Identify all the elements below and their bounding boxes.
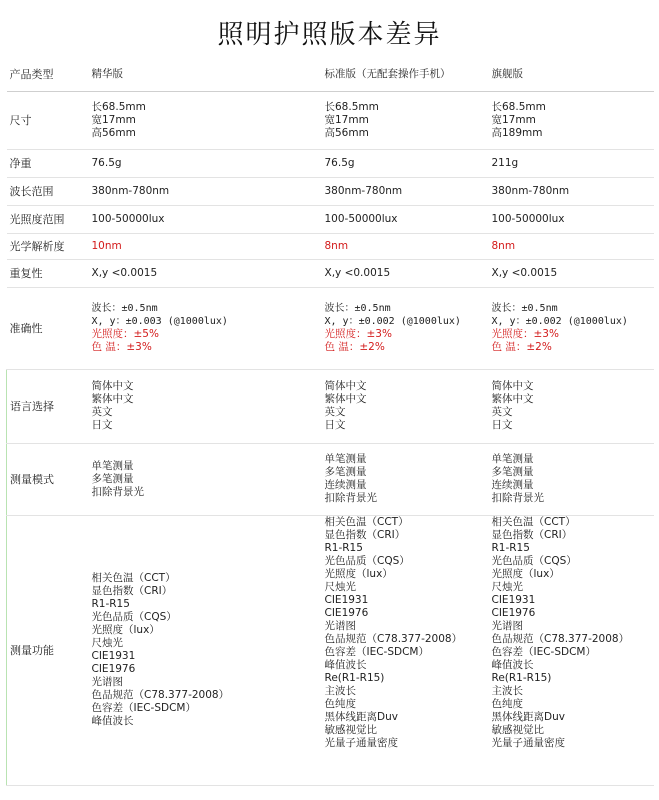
cell-line: X,y <0.0015: [324, 266, 391, 279]
cell-line: CIE1931: [91, 650, 136, 662]
cell-line: 光量子通量密度: [491, 736, 565, 749]
cell-line: 色品规范（C78.377-2008）: [324, 632, 463, 645]
cell-line: 光照度：±5%: [91, 328, 159, 340]
cell-line: 日文: [324, 419, 346, 431]
cell-line: 主波长: [491, 684, 523, 697]
cell-line: 宽17mm: [324, 113, 369, 126]
row-illuminance-range: [7, 205, 654, 233]
cell-essence: [89, 177, 322, 205]
cell-line: 光照度：±3%: [324, 328, 392, 340]
cell-line: 敏感视觉比: [324, 723, 377, 736]
cell-essence: [89, 369, 322, 443]
cell-line: 色品规范（C78.377-2008）: [491, 632, 630, 645]
cell-line: 尺烛光: [324, 580, 356, 593]
cell-line: 日文: [491, 419, 513, 431]
cell-line: 简体中文: [91, 380, 134, 392]
cell-flagship: [489, 443, 654, 515]
cell-flagship: [489, 91, 654, 149]
comparison-table: [6, 58, 654, 786]
cell-line: 色纯度: [491, 697, 523, 710]
cell-line: 8nm: [324, 239, 349, 252]
cell-line: 峰值波长: [324, 658, 367, 671]
cell-line: X, y：±0.002 (@1000lux): [491, 316, 628, 327]
cell-line: 宽17mm: [491, 113, 536, 126]
row-label: 准确性: [7, 287, 89, 369]
cell-line: X, y：±0.003 (@1000lux): [91, 316, 228, 327]
cell-line: 相关色温（CCT）: [491, 515, 576, 528]
cell-essence: [89, 91, 322, 149]
header-cell-essence: 精华版: [89, 58, 322, 91]
cell-line: X,y <0.0015: [91, 266, 158, 279]
cell-line: 高56mm: [324, 126, 369, 139]
cell-line: 单笔测量: [91, 459, 134, 472]
cell-flagship: [489, 259, 654, 287]
cell-line: 光谱图: [91, 676, 123, 688]
row-label: 测量模式: [7, 443, 89, 515]
cell-line: 单笔测量: [491, 453, 534, 465]
cell-standard: [322, 259, 489, 287]
cell-line: 色 温：±2%: [491, 341, 552, 353]
cell-line: 显色指数（CRI）: [491, 528, 573, 541]
cell-line: 光量子通量密度: [324, 736, 398, 749]
cell-flagship: [489, 369, 654, 443]
cell-line: 尺烛光: [491, 580, 523, 593]
cell-line: 日文: [91, 419, 113, 431]
cell-standard: [322, 287, 489, 369]
cell-line: 黑体线距离Duv: [491, 710, 565, 723]
cell-line: 连续测量: [324, 479, 367, 491]
cell-line: 高189mm: [491, 126, 543, 139]
row-accuracy: [7, 287, 654, 369]
cell-line: Re(R1-R15): [324, 671, 385, 684]
row-label: 重复性: [7, 259, 89, 287]
cell-line: 211g: [491, 156, 519, 169]
cell-line: 380nm-780nm: [491, 184, 570, 197]
cell-line: 76.5g: [324, 156, 355, 169]
cell-flagship: [489, 287, 654, 369]
cell-essence: [89, 205, 322, 233]
cell-line: R1-R15: [91, 598, 130, 610]
cell-line: 多笔测量: [491, 466, 534, 478]
cell-standard: [322, 233, 489, 259]
cell-line: 扣除背景光: [324, 492, 377, 504]
header-row: [7, 58, 654, 91]
cell-line: 繁体中文: [324, 393, 367, 405]
row-label: 光照度范围: [7, 205, 89, 233]
cell-line: 波长：±0.5nm: [91, 303, 158, 314]
row-weight: [7, 149, 654, 177]
cell-line: R1-R15: [491, 541, 530, 554]
cell-line: 英文: [324, 406, 346, 418]
header-cell-product-type: 产品类型: [7, 58, 89, 91]
cell-line: X,y <0.0015: [491, 266, 558, 279]
cell-line: 100-50000lux: [91, 212, 165, 225]
header-cell-flagship: 旗舰版: [489, 58, 654, 91]
header-cell-standard: 标准版（无配套操作手机）: [322, 58, 489, 91]
cell-line: 光照度（lux）: [91, 624, 160, 636]
cell-line: 380nm-780nm: [324, 184, 403, 197]
cell-line: 扣除背景光: [491, 492, 544, 504]
cell-standard: [322, 149, 489, 177]
cell-standard: [322, 177, 489, 205]
cell-line: 简体中文: [324, 380, 367, 392]
cell-line: 100-50000lux: [491, 212, 565, 225]
cell-line: 黑体线距离Duv: [324, 710, 398, 723]
cell-line: 色纯度: [324, 697, 356, 710]
cell-standard: [322, 205, 489, 233]
cell-flagship: [489, 205, 654, 233]
cell-line: 相关色温（CCT）: [324, 515, 409, 528]
cell-line: 扣除背景光: [91, 485, 144, 498]
cell-line: 100-50000lux: [324, 212, 398, 225]
cell-line: 光谱图: [324, 619, 356, 632]
row-label: 波长范围: [7, 177, 89, 205]
cell-line: 简体中文: [491, 380, 534, 392]
cell-standard: [322, 515, 489, 785]
cell-line: 色 温：±2%: [324, 341, 385, 353]
cell-line: 色品规范（C78.377-2008）: [91, 689, 230, 701]
cell-line: Re(R1-R15): [491, 671, 552, 684]
cell-line: CIE1931: [491, 593, 536, 606]
cell-standard: [322, 369, 489, 443]
cell-essence: [89, 149, 322, 177]
cell-line: 光照度（lux）: [491, 567, 560, 580]
cell-line: 高56mm: [91, 126, 136, 139]
cell-line: 10nm: [91, 239, 122, 252]
cell-line: 尺烛光: [91, 637, 123, 649]
cell-essence: [89, 233, 322, 259]
cell-line: 光色品质（CQS）: [491, 554, 577, 567]
row-label: 尺寸: [7, 91, 89, 149]
cell-line: 波长：±0.5nm: [491, 303, 558, 314]
cell-line: 光色品质（CQS）: [91, 611, 177, 623]
cell-line: 宽17mm: [91, 113, 136, 126]
cell-line: 多笔测量: [324, 466, 367, 478]
cell-line: 主波长: [324, 684, 356, 697]
cell-standard: [322, 91, 489, 149]
cell-line: 单笔测量: [324, 453, 367, 465]
cell-line: 显色指数（CRI）: [91, 585, 173, 597]
row-size: [7, 91, 654, 149]
cell-line: 380nm-780nm: [91, 184, 170, 197]
row-label: 测量功能: [7, 515, 89, 785]
cell-line: 显色指数（CRI）: [324, 528, 406, 541]
row-label: 净重: [7, 149, 89, 177]
cell-line: 光谱图: [491, 619, 523, 632]
cell-essence: [89, 443, 322, 515]
cell-line: 相关色温（CCT）: [91, 572, 176, 584]
cell-essence: [89, 515, 322, 785]
row-label: 光学解析度: [7, 233, 89, 259]
cell-line: CIE1931: [324, 593, 369, 606]
cell-line: 连续测量: [491, 479, 534, 491]
cell-flagship: [489, 177, 654, 205]
cell-line: 波长：±0.5nm: [324, 303, 391, 314]
cell-line: 敏感视觉比: [491, 723, 544, 736]
cell-line: 多笔测量: [91, 472, 134, 485]
row-measure-mode: [7, 443, 654, 515]
cell-line: 8nm: [491, 239, 516, 252]
row-repeatability: [7, 259, 654, 287]
cell-line: CIE1976: [324, 606, 369, 619]
cell-line: 英文: [491, 406, 513, 418]
cell-flagship: [489, 149, 654, 177]
cell-line: X, y：±0.002 (@1000lux): [324, 316, 461, 327]
page-title: 照明护照版本差异: [217, 20, 442, 50]
cell-line: 繁体中文: [91, 393, 134, 405]
cell-line: CIE1976: [491, 606, 536, 619]
cell-line: 光色品质（CQS）: [324, 554, 410, 567]
cell-line: 色容差（IEC-SDCM）: [491, 645, 596, 658]
row-measure-function: [7, 515, 654, 785]
cell-line: 繁体中文: [491, 393, 534, 405]
cell-essence: [89, 287, 322, 369]
cell-line: 峰值波长: [91, 715, 134, 727]
cell-line: 76.5g: [91, 156, 122, 169]
cell-flagship: [489, 233, 654, 259]
cell-line: 色容差（IEC-SDCM）: [324, 645, 429, 658]
cell-essence: [89, 259, 322, 287]
cell-line: 光照度（lux）: [324, 567, 393, 580]
cell-standard: [322, 443, 489, 515]
cell-line: CIE1976: [91, 663, 136, 675]
row-label: 语言选择: [7, 369, 89, 443]
cell-line: 长68.5mm: [324, 100, 379, 113]
row-optical-resolution: [7, 233, 654, 259]
cell-line: 峰值波长: [491, 658, 534, 671]
cell-line: 色 温：±3%: [91, 341, 152, 353]
cell-line: 色容差（IEC-SDCM）: [91, 702, 196, 714]
cell-line: R1-R15: [324, 541, 363, 554]
row-language: [7, 369, 654, 443]
cell-line: 英文: [91, 406, 113, 418]
cell-line: 光照度：±3%: [491, 328, 559, 340]
cell-line: 长68.5mm: [491, 100, 546, 113]
row-wavelength-range: [7, 177, 654, 205]
cell-flagship: [489, 515, 654, 785]
cell-line: 长68.5mm: [91, 100, 146, 113]
